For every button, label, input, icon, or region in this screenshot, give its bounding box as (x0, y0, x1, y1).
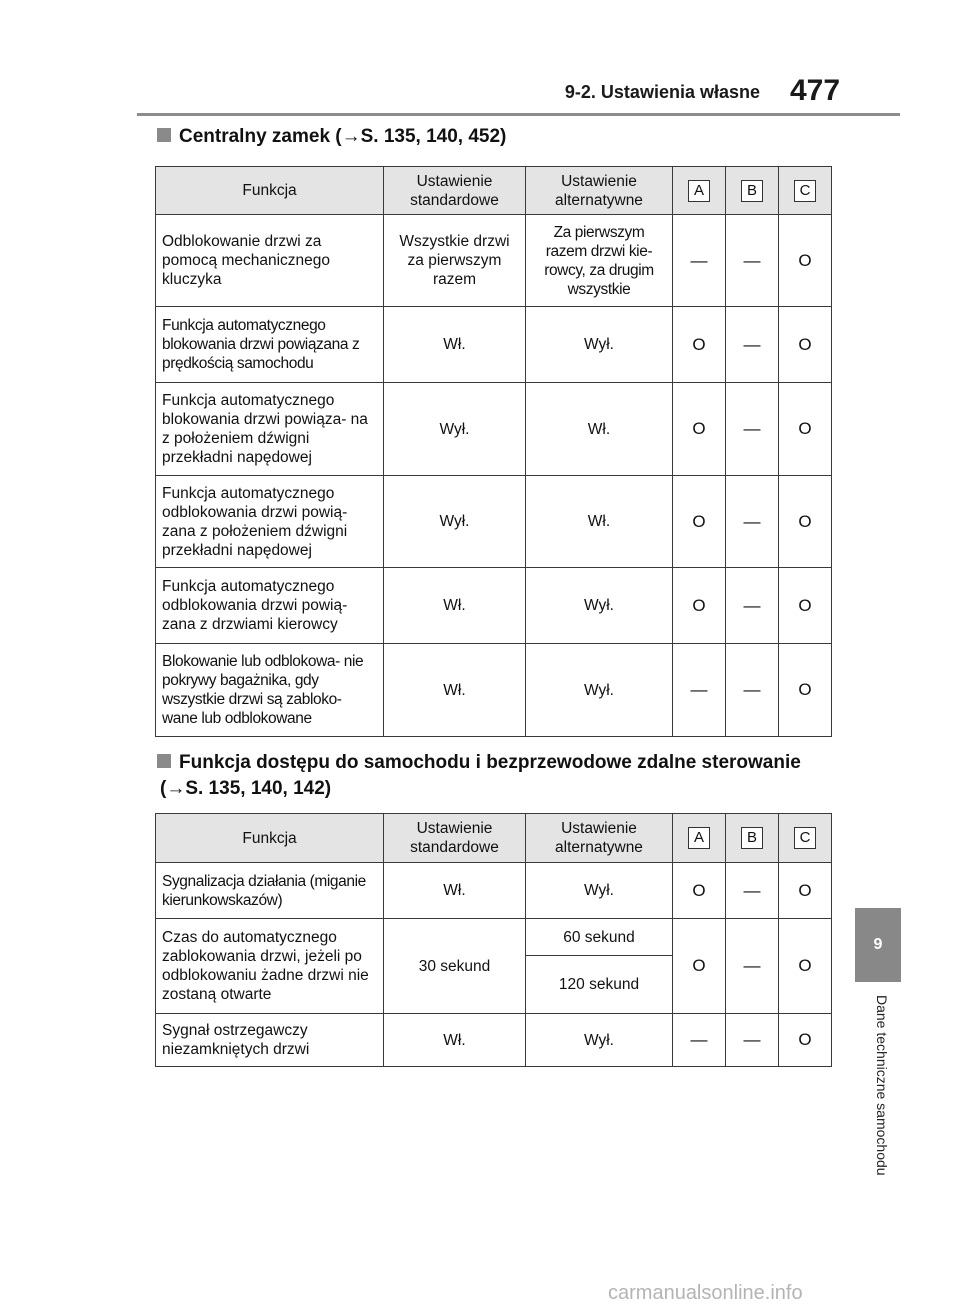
mark-c: O (798, 250, 812, 270)
row-default: Wszystkie drzwi za pierwszym razem (384, 215, 526, 307)
row-alternative: Wył. (526, 568, 673, 644)
mark-a: O (692, 419, 706, 438)
row-mark-c (779, 644, 832, 737)
mark-c: O (798, 511, 812, 531)
row-default: Wył. (384, 383, 526, 476)
header-divider (137, 113, 900, 116)
watermark: carmanualsonline.info (608, 1282, 803, 1304)
row-mark-a (673, 919, 726, 1014)
row-mark-a (673, 644, 726, 737)
row-mark-b (726, 1014, 779, 1067)
column-header-default: Ustawienie standardowe (384, 814, 526, 863)
section-bullet-icon (157, 754, 171, 768)
column-label-b: B (741, 180, 763, 202)
mark-b: — (743, 250, 761, 270)
column-header-c (779, 814, 832, 863)
column-header-b (726, 814, 779, 863)
table-row (156, 644, 832, 737)
column-header-b (726, 167, 779, 215)
mark-c: O (798, 880, 812, 900)
row-mark-c (779, 215, 832, 307)
section-heading-vehicle-access (157, 750, 801, 802)
table-row (156, 307, 832, 383)
mark-c: O (798, 419, 812, 438)
row-alternative: Wył. (526, 863, 673, 919)
row-default: 30 sekund (384, 919, 526, 1014)
row-function: Sygnał ostrzegawczy niezamkniętych drzwi (156, 1014, 384, 1067)
row-alternative: Wł. (526, 476, 673, 568)
row-mark-a (673, 568, 726, 644)
mark-c: O (798, 956, 812, 975)
row-mark-c (779, 568, 832, 644)
row-default: Wł. (384, 863, 526, 919)
row-mark-b (726, 383, 779, 476)
table-row (156, 215, 832, 307)
row-mark-a (673, 1014, 726, 1067)
mark-b: — (743, 880, 761, 900)
mark-a: O (692, 334, 706, 354)
row-function: Odblokowanie drzwi za pomocą mechanicznego kluczyka (156, 215, 384, 307)
mark-a: — (690, 680, 708, 699)
mark-c: O (798, 680, 812, 699)
column-label-c: C (794, 180, 816, 202)
row-mark-b (726, 863, 779, 919)
column-label-a: A (688, 180, 710, 202)
mark-b: — (743, 334, 761, 354)
column-header-a (673, 814, 726, 863)
section-heading-central-lock (157, 124, 506, 150)
column-header-alternative: Ustawienie alternatywne (526, 167, 673, 215)
mark-a: O (692, 595, 706, 615)
column-label-c: C (794, 827, 816, 849)
table-row (156, 476, 832, 568)
row-function: Funkcja automatycznego blokowania drzwi powiąza- na z położeniem dźwigni przekładni napędowej (156, 383, 384, 476)
row-alternative: Wł. (526, 383, 673, 476)
mark-b: — (743, 511, 761, 531)
column-header-a (673, 167, 726, 215)
row-mark-c (779, 863, 832, 919)
chapter-label: Dane techniczne samochodu (874, 995, 890, 1176)
row-alternative: Wył. (526, 1014, 673, 1067)
table-row (156, 1014, 832, 1067)
row-mark-a (673, 307, 726, 383)
row-mark-c (779, 919, 832, 1014)
column-label-b: B (741, 827, 763, 849)
mark-b: — (743, 419, 761, 438)
row-mark-b (726, 919, 779, 1014)
column-header-function: Funkcja (156, 167, 384, 215)
row-mark-c (779, 383, 832, 476)
table-row (156, 568, 832, 644)
table-row (156, 863, 832, 919)
mark-a: O (692, 511, 706, 531)
table-row (156, 919, 832, 956)
row-function: Czas do automatycznego zablokowania drzwi, jeżeli po odblokowaniu żadne drzwi nie zostaną otwarte (156, 919, 384, 1014)
row-default: Wł. (384, 568, 526, 644)
row-default: Wył. (384, 476, 526, 568)
section-title-line1: Funkcja dostępu do samochodu i bezprzewodowe zdalne sterowanie (179, 752, 801, 773)
row-mark-b (726, 476, 779, 568)
row-mark-b (726, 568, 779, 644)
mark-b: — (743, 680, 761, 699)
row-mark-b (726, 644, 779, 737)
section-title-line2: (→S. 135, 140, 142) (160, 778, 332, 799)
column-label-a: A (688, 827, 710, 849)
row-default: Wł. (384, 1014, 526, 1067)
row-mark-b (726, 215, 779, 307)
mark-b: — (743, 1030, 761, 1049)
column-header-default: Ustawienie standardowe (384, 167, 526, 215)
row-mark-a (673, 215, 726, 307)
section-bullet-icon (157, 128, 171, 142)
row-function: Funkcja automatycznego blokowania drzwi powiązana z prędkością samochodu (156, 307, 384, 383)
central-lock-table (155, 166, 832, 737)
row-mark-c (779, 307, 832, 383)
row-mark-b (726, 307, 779, 383)
mark-a: — (690, 250, 708, 270)
header-section-title: 9-2. Ustawienia własne (564, 82, 760, 102)
table-header-row (156, 814, 832, 863)
section-title: Centralny zamek (→S. 135, 140, 452) (179, 126, 507, 147)
mark-a: — (690, 1030, 708, 1049)
row-alternative: Wył. (526, 307, 673, 383)
row-mark-a (673, 863, 726, 919)
row-alternative: Za pierwszym razem drzwi kie- rowcy, za drugim wszystkie (526, 215, 673, 307)
row-default: Wł. (384, 644, 526, 737)
row-alternative-2: 120 sekund (526, 956, 673, 1014)
row-mark-c (779, 1014, 832, 1067)
chapter-tab[interactable]: 9 (855, 908, 901, 982)
row-alternative: Wył. (526, 644, 673, 737)
row-alternative-1: 60 sekund (526, 919, 673, 956)
mark-b: — (743, 595, 761, 615)
row-function: Funkcja automatycznego odblokowania drzwi powią- zana z położeniem dźwigni przekładni napędowej (156, 476, 384, 568)
table-row (156, 383, 832, 476)
row-function: Blokowanie lub odblokowa- nie pokrywy bagażnika, gdy wszystkie drzwi są zabloko- wane lub odblokowane (156, 644, 384, 737)
table-header-row (156, 167, 832, 215)
mark-c: O (798, 334, 812, 354)
row-function: Sygnalizacja działania (miganie kierunkowskazów) (156, 863, 384, 919)
column-header-c (779, 167, 832, 215)
vehicle-access-table (155, 813, 832, 1067)
row-function: Funkcja automatycznego odblokowania drzwi powią- zana z drzwiami kierowcy (156, 568, 384, 644)
row-default: Wł. (384, 307, 526, 383)
mark-c: O (798, 595, 812, 615)
mark-c: O (798, 1030, 812, 1049)
page-number: 477 (790, 74, 841, 107)
row-mark-c (779, 476, 832, 568)
row-mark-a (673, 383, 726, 476)
mark-b: — (743, 956, 761, 975)
mark-a: O (692, 956, 706, 975)
mark-a: O (692, 880, 706, 900)
column-header-function: Funkcja (156, 814, 384, 863)
column-header-alternative: Ustawienie alternatywne (526, 814, 673, 863)
row-mark-a (673, 476, 726, 568)
